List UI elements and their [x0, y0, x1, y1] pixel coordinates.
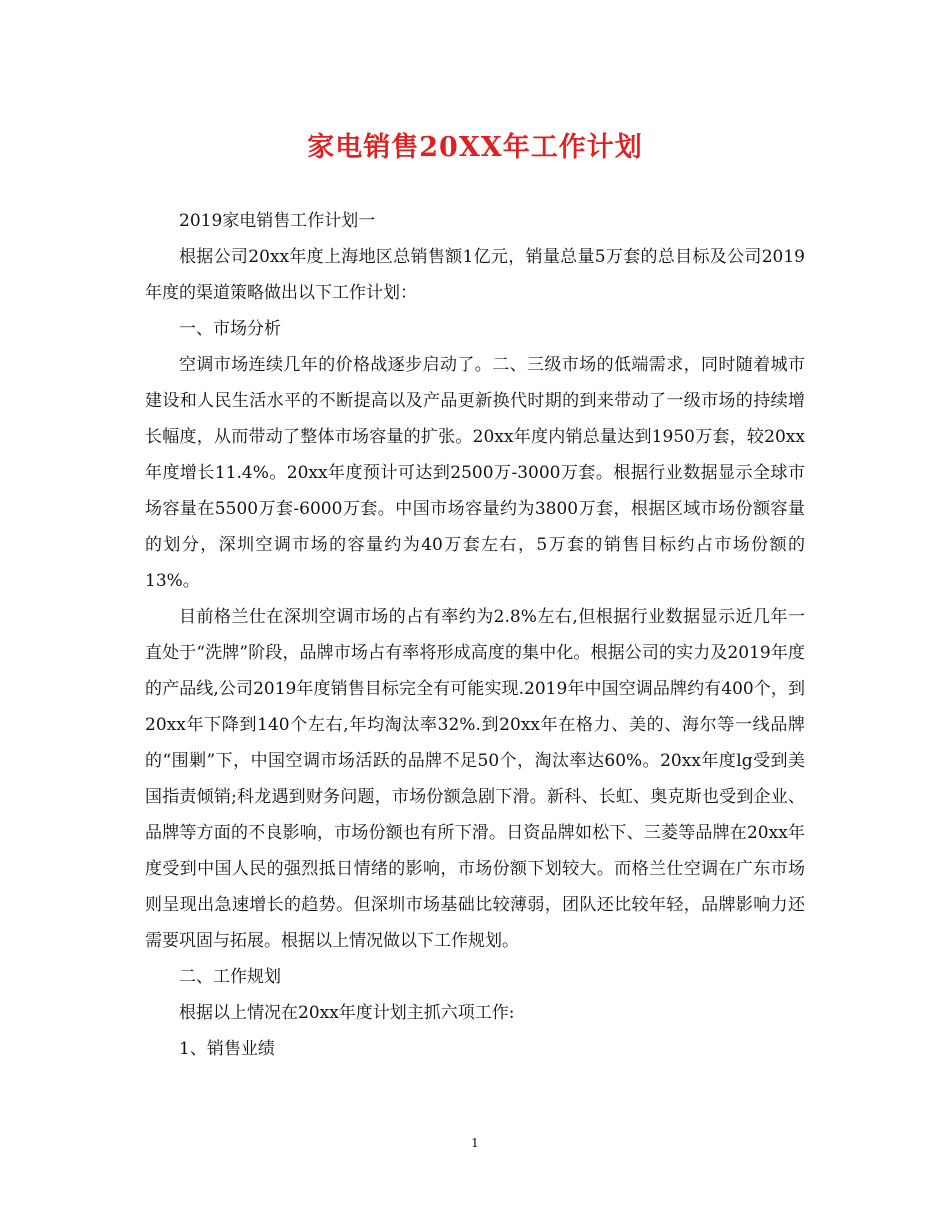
paragraph-brand-analysis: 目前格兰仕在深圳空调市场的占有率约为2.8%左右,但根据行业数据显示近几年一直处于“洗牌”阶段，品牌市场占有率将形成高度的集中化。根据公司的实力及2019年度的产品线,公司2019年度销售目标完全有可能实现.2019年中国空调品牌约有400个，到20xx年下降到140个左右,年均淘汰率32%.到20xx年在格力、美的、海尔等一线品牌的“围剿”下，中国空调市场活跃的品牌不足50个，淘汰率达60%。20xx年度lg受到美国指责倾销;科龙遇到财务问题，市场份额急剧下滑。新科、长虹、奥克斯也受到企业、品牌等方面的不良影响，市场份额也有所下滑。日资品牌如松下、三菱等品牌在20xx年度受到中国人民的强烈抵日情绪的影响，市场份额下划较大。而格兰仕空调在广东市场则呈现出急速增长的趋势。但深圳市场基础比较薄弱，团队还比较年轻，品牌影响力还需要巩固与拓展。根据以上情况做以下工作规划。	[145, 607, 805, 951]
paragraph-intro: 根据公司20xx年度上海地区总销售额1亿元，销量总量5万套的总目标及公司2019年度的渠道策略做出以下工作计划：	[145, 247, 805, 303]
page-number: 1	[471, 1136, 479, 1150]
document-body	[145, 203, 805, 1067]
item-heading-sales-performance: 1、销售业绩	[179, 1039, 275, 1059]
section-heading-work-plan: 二、工作规划	[179, 967, 281, 987]
document-title: 家电销售20XX年工作计划	[307, 132, 643, 163]
paragraph-six-tasks: 根据以上情况在20xx年度计划主抓六项工作:	[179, 1003, 515, 1023]
paragraph-subtitle: 2019家电销售工作计划一	[179, 211, 376, 231]
paragraph-market-overview: 空调市场连续几年的价格战逐步启动了。二、三级市场的低端需求，同时随着城市建设和人民生活水平的不断提高以及产品更新换代时期的到来带动了一级市场的持续增长幅度，从而带动了整体市场容量的扩张。20xx年度内销总量达到1950万套，较20xx年度增长11.4%。20xx年度预计可达到2500万-3000万套。根据行业数据显示全球市场容量在5500万套-6000万套。中国市场容量约为3800万套，根据区域市场份额容量的划分，深圳空调市场的容量约为40万套左右，5万套的销售目标约占市场份额的13%。	[145, 355, 805, 591]
section-heading-market-analysis: 一、市场分析	[179, 319, 281, 339]
